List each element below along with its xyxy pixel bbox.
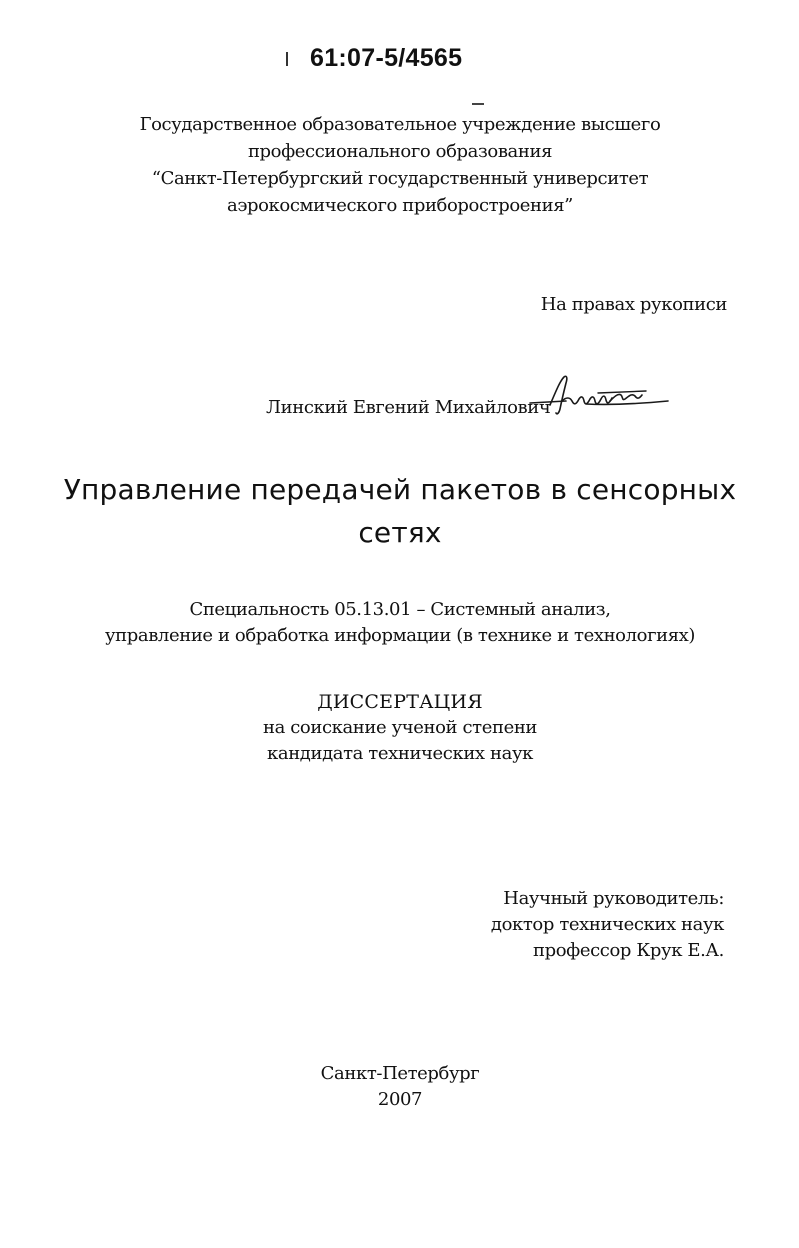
catalog-number	[286, 42, 506, 74]
institution-line: профессионального образования	[247, 141, 553, 162]
supervisor-label: Научный руководитель:	[503, 888, 724, 909]
dissertation-heading: ДИССЕРТАЦИЯ	[317, 691, 483, 713]
institution-line: “Санкт-Петербургский государственный университет	[151, 168, 649, 189]
city: Санкт-Петербург	[320, 1063, 480, 1084]
margin-mark-icon	[286, 52, 288, 66]
supervisor-name: профессор Крук Е.А.	[533, 940, 724, 961]
thesis-title	[60, 468, 740, 554]
thesis-title-line: Управление передачей пакетов в сенсорных	[63, 473, 737, 506]
degree-line: кандидата технических наук	[267, 743, 533, 764]
catalog-number-text: 61:07-5/4565	[310, 44, 463, 72]
specialty-line: Специальность 05.13.01 – Системный анализ,	[189, 599, 611, 620]
author-name: Линский Евгений Михайлович	[266, 397, 551, 418]
thesis-title-line: сетях	[358, 516, 442, 549]
author-row	[260, 393, 720, 423]
year: 2007	[377, 1089, 423, 1110]
degree-block	[60, 689, 740, 767]
degree-line: на соискание ученой степени	[262, 717, 538, 738]
institution-line: Государственное образовательное учреждение высшего	[139, 114, 661, 135]
institution-line: аэрокосмического приборостроения”	[226, 195, 573, 216]
manuscript-note: На правах рукописи	[540, 294, 727, 315]
stray-mark-icon	[472, 103, 484, 105]
specialty-line: управление и обработка информации (в технике и технологиях)	[104, 625, 696, 646]
specialty-block	[60, 597, 740, 649]
place-year-block	[60, 1061, 740, 1113]
signature-icon	[526, 371, 676, 421]
institution-block	[60, 112, 740, 220]
supervisor-degree: доктор технических наук	[490, 914, 724, 935]
supervisor-block	[380, 886, 724, 964]
